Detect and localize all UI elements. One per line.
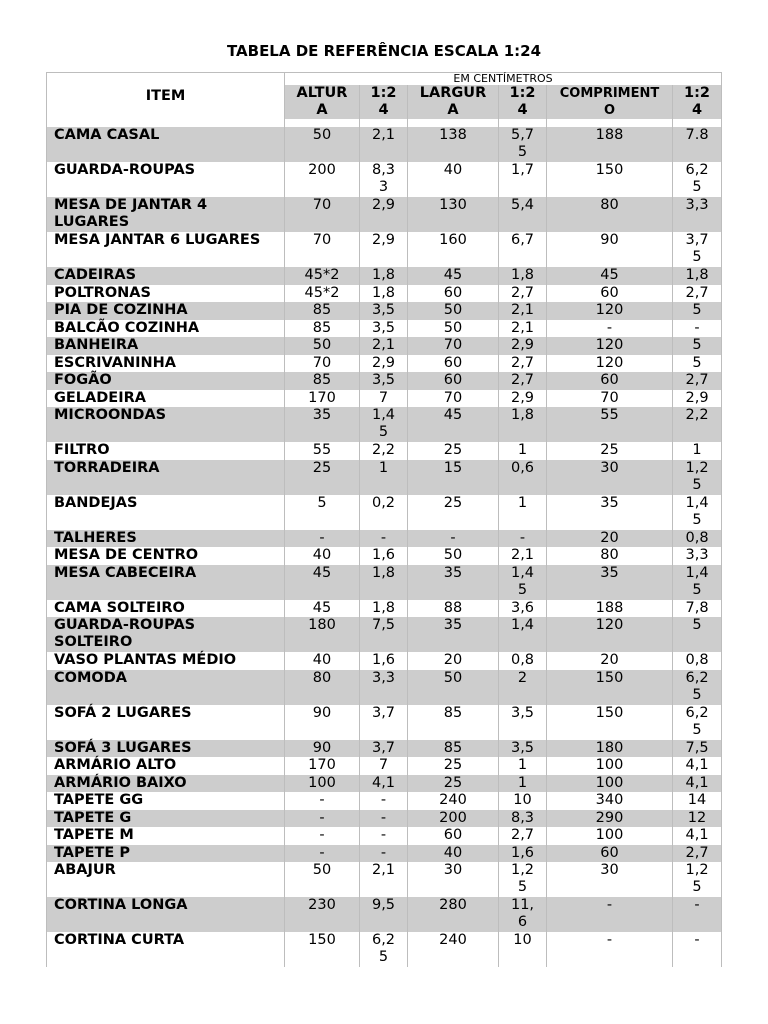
comprimento-scale-cell: 7.8 [673,127,722,162]
largura-scale-cell: 0,8 [499,652,547,670]
altura-scale-cell: 3,5 [360,372,408,390]
altura-scale-cell: - [360,792,408,810]
largura-cell: 240 [408,932,499,967]
table-row [47,827,722,845]
comprimento-cell: 60 [547,845,673,863]
item-cell: TAPETE P [47,845,285,863]
item-cell: FILTRO [47,442,285,460]
altura-cell: 45 [285,565,360,600]
altura-scale-cell: 8,3 3 [360,162,408,197]
comprimento-cell: 290 [547,810,673,828]
item-cell: CAMA SOLTEIRO [47,600,285,618]
item-cell: BANHEIRA [47,337,285,355]
table-body [47,127,722,967]
comprimento-scale-cell: 0,8 [673,652,722,670]
comprimento-scale-cell: 5 [673,617,722,652]
table-row [47,320,722,338]
largura-cell: 130 [408,197,499,232]
table-row [47,792,722,810]
item-column-header: ITEM [47,73,285,120]
table-row [47,337,722,355]
comprimento-scale-cell: 4,1 [673,757,722,775]
comprimento-cell: 100 [547,775,673,793]
altura-scale-cell: 2,2 [360,442,408,460]
altura-cell: 25 [285,460,360,495]
comprimento-cell: 35 [547,495,673,530]
comprimento-scale-cell: 7,5 [673,740,722,758]
largura-scale-cell: 10 [499,792,547,810]
largura-cell: 25 [408,775,499,793]
table-row [47,162,722,197]
largura-cell: 88 [408,600,499,618]
comprimento-scale-cell: 12 [673,810,722,828]
reference-table [46,72,722,967]
comprimento-cell: 180 [547,740,673,758]
altura-scale-cell: - [360,827,408,845]
comprimento-scale-cell: 14 [673,792,722,810]
comprimento-cell: 35 [547,565,673,600]
altura-cell: 50 [285,337,360,355]
largura-cell: 85 [408,705,499,740]
altura-cell: 90 [285,740,360,758]
item-cell: SOFÁ 3 LUGARES [47,740,285,758]
largura-cell: 40 [408,845,499,863]
altura-scale-cell: 7 [360,757,408,775]
largura-scale-cell: 1 [499,495,547,530]
table-row [47,302,722,320]
comprimento-cell: - [547,320,673,338]
altura-cell: 35 [285,407,360,442]
largura-scale-cell: 2,1 [499,302,547,320]
largura-cell: 45 [408,407,499,442]
altura-scale-cell: - [360,845,408,863]
item-cell: TALHERES [47,530,285,548]
altura-cell: 230 [285,897,360,932]
scale-header-comprimento: 1:2 4 [673,85,722,119]
item-cell: GUARDA-ROUPAS [47,162,285,197]
comprimento-scale-cell: 2,7 [673,285,722,303]
altura-scale-cell: 1,6 [360,547,408,565]
largura-scale-cell: 1,8 [499,267,547,285]
largura-cell: 45 [408,267,499,285]
largura-cell: 30 [408,862,499,897]
largura-scale-cell: 3,5 [499,705,547,740]
comprimento-cell: 70 [547,390,673,408]
largura-scale-cell: 1,6 [499,845,547,863]
table-row [47,495,722,530]
largura-cell: 60 [408,827,499,845]
table-row [47,442,722,460]
table-row [47,547,722,565]
comprimento-cell: 150 [547,670,673,705]
comprimento-scale-cell: 3,7 5 [673,232,722,267]
largura-scale-cell: 2,7 [499,285,547,303]
altura-scale-cell: 1,4 5 [360,407,408,442]
largura-scale-cell: 1 [499,757,547,775]
comprimento-cell: 150 [547,705,673,740]
comprimento-cell: 150 [547,162,673,197]
altura-cell: 45 [285,600,360,618]
table-row [47,267,722,285]
largura-scale-cell: 2,9 [499,337,547,355]
comprimento-cell: 60 [547,285,673,303]
altura-cell: 70 [285,355,360,373]
comprimento-scale-cell: 3,3 [673,197,722,232]
comprimento-scale-cell: - [673,897,722,932]
largura-scale-cell: 1,4 [499,617,547,652]
largura-cell: 70 [408,390,499,408]
altura-scale-cell: 6,2 5 [360,932,408,967]
comprimento-cell: 188 [547,127,673,162]
comprimento-cell: 80 [547,197,673,232]
altura-cell: - [285,530,360,548]
item-cell: SOFÁ 2 LUGARES [47,705,285,740]
comprimento-cell: 20 [547,652,673,670]
altura-cell: 200 [285,162,360,197]
altura-cell: 85 [285,372,360,390]
table-row [47,705,722,740]
altura-cell: 45*2 [285,267,360,285]
table-row [47,652,722,670]
largura-scale-cell: 1,4 5 [499,565,547,600]
largura-cell: 240 [408,792,499,810]
comprimento-scale-cell: 4,1 [673,827,722,845]
item-cell: MESA DE CENTRO [47,547,285,565]
largura-scale-cell: 2,7 [499,827,547,845]
altura-scale-cell: 1,6 [360,652,408,670]
largura-scale-cell: 2,7 [499,355,547,373]
largura-cell: 70 [408,337,499,355]
comprimento-cell: 340 [547,792,673,810]
altura-cell: 150 [285,932,360,967]
largura-scale-cell: 6,7 [499,232,547,267]
comprimento-header: COMPRIMENT O [547,85,673,119]
item-cell: CAMA CASAL [47,127,285,162]
altura-cell: 170 [285,757,360,775]
scale-header-altura: 1:2 4 [360,85,408,119]
largura-cell: 25 [408,757,499,775]
altura-scale-cell: 3,3 [360,670,408,705]
altura-cell: 170 [285,390,360,408]
table-row [47,460,722,495]
comprimento-scale-cell: 5 [673,302,722,320]
largura-cell: 60 [408,285,499,303]
largura-cell: 40 [408,162,499,197]
altura-scale-cell: 2,9 [360,197,408,232]
altura-scale-cell: 3,5 [360,320,408,338]
largura-cell: 50 [408,302,499,320]
altura-scale-cell: 2,1 [360,337,408,355]
comprimento-cell: 55 [547,407,673,442]
largura-cell: 60 [408,372,499,390]
comprimento-scale-cell: 2,9 [673,390,722,408]
altura-cell: 50 [285,862,360,897]
table-row [47,617,722,652]
comprimento-scale-cell: 1,2 5 [673,862,722,897]
item-cell: TAPETE GG [47,792,285,810]
comprimento-cell: 100 [547,827,673,845]
largura-scale-cell: 1 [499,442,547,460]
altura-scale-cell: 3,7 [360,705,408,740]
item-cell: ESCRIVANINHA [47,355,285,373]
table-row [47,757,722,775]
largura-cell: 35 [408,617,499,652]
comprimento-scale-cell: 6,2 5 [673,162,722,197]
item-cell: MESA JANTAR 6 LUGARES [47,232,285,267]
altura-cell: 45*2 [285,285,360,303]
comprimento-cell: 20 [547,530,673,548]
item-cell: POLTRONAS [47,285,285,303]
comprimento-cell: - [547,897,673,932]
comprimento-scale-cell: 5 [673,355,722,373]
altura-scale-cell: 7,5 [360,617,408,652]
largura-cell: 200 [408,810,499,828]
altura-scale-cell: - [360,530,408,548]
table-row [47,932,722,967]
comprimento-scale-cell: 6,2 5 [673,670,722,705]
largura-scale-cell: 2,1 [499,320,547,338]
largura-scale-cell: 3,5 [499,740,547,758]
largura-cell: 50 [408,320,499,338]
table-row [47,775,722,793]
item-cell: BANDEJAS [47,495,285,530]
comprimento-cell: 45 [547,267,673,285]
altura-scale-cell: 1,8 [360,285,408,303]
altura-scale-cell: 0,2 [360,495,408,530]
comprimento-cell: 120 [547,302,673,320]
altura-scale-cell: 2,1 [360,862,408,897]
table-row [47,897,722,932]
comprimento-cell: 30 [547,862,673,897]
item-cell: BALCÃO COZINHA [47,320,285,338]
table-row [47,197,722,232]
item-cell: ARMÁRIO ALTO [47,757,285,775]
largura-scale-cell: 1,8 [499,407,547,442]
comprimento-scale-cell: 1 [673,442,722,460]
comprimento-scale-cell: 0,8 [673,530,722,548]
altura-scale-cell: 2,1 [360,127,408,162]
item-cell: GUARDA-ROUPAS SOLTEIRO [47,617,285,652]
altura-cell: 70 [285,197,360,232]
altura-scale-cell: 4,1 [360,775,408,793]
table-row [47,845,722,863]
table-row [47,810,722,828]
altura-scale-cell: 3,5 [360,302,408,320]
largura-scale-cell: 2,7 [499,372,547,390]
comprimento-scale-cell: 6,2 5 [673,705,722,740]
table-row [47,600,722,618]
page-title: TABELA DE REFERÊNCIA ESCALA 1:24 [226,42,542,60]
table-row [47,285,722,303]
altura-cell: - [285,792,360,810]
altura-scale-cell: 3,7 [360,740,408,758]
largura-scale-cell: 1 [499,775,547,793]
altura-cell: 5 [285,495,360,530]
comprimento-scale-cell: - [673,932,722,967]
largura-scale-cell: 3,6 [499,600,547,618]
largura-cell: 20 [408,652,499,670]
comprimento-cell: 90 [547,232,673,267]
units-header: EM CENTÍMETROS [285,73,722,86]
item-cell: MESA DE JANTAR 4 LUGARES [47,197,285,232]
comprimento-cell: 100 [547,757,673,775]
largura-scale-cell: 8,3 [499,810,547,828]
largura-cell: 50 [408,547,499,565]
largura-scale-cell: 1,2 5 [499,862,547,897]
table-row [47,740,722,758]
largura-scale-cell: 11, 6 [499,897,547,932]
table-row [47,232,722,267]
item-cell: FOGÃO [47,372,285,390]
item-cell: MESA CABECEIRA [47,565,285,600]
largura-header: LARGUR A [408,85,499,119]
altura-cell: 55 [285,442,360,460]
item-cell: ARMÁRIO BAIXO [47,775,285,793]
comprimento-cell: - [547,932,673,967]
largura-cell: 160 [408,232,499,267]
comprimento-scale-cell: 7,8 [673,600,722,618]
table-row [47,565,722,600]
item-cell: CORTINA LONGA [47,897,285,932]
item-cell: GELADEIRA [47,390,285,408]
comprimento-scale-cell: 2,7 [673,845,722,863]
largura-cell: 280 [408,897,499,932]
largura-scale-cell: 5,7 5 [499,127,547,162]
table-row [47,355,722,373]
comprimento-cell: 120 [547,337,673,355]
item-cell: VASO PLANTAS MÉDIO [47,652,285,670]
largura-scale-cell: - [499,530,547,548]
altura-scale-cell: 1,8 [360,600,408,618]
comprimento-scale-cell: 1,8 [673,267,722,285]
largura-cell: 25 [408,495,499,530]
item-cell: TAPETE G [47,810,285,828]
comprimento-scale-cell: 1,4 5 [673,495,722,530]
table-row [47,670,722,705]
scale-header-largura: 1:2 4 [499,85,547,119]
table-row [47,407,722,442]
altura-cell: 40 [285,547,360,565]
altura-header: ALTUR A [285,85,360,119]
largura-scale-cell: 2,9 [499,390,547,408]
comprimento-scale-cell: 3,3 [673,547,722,565]
comprimento-scale-cell: - [673,320,722,338]
altura-scale-cell: - [360,810,408,828]
altura-cell: 85 [285,320,360,338]
item-cell: COMODA [47,670,285,705]
comprimento-cell: 188 [547,600,673,618]
altura-scale-cell: 9,5 [360,897,408,932]
altura-cell: 180 [285,617,360,652]
altura-cell: 100 [285,775,360,793]
comprimento-cell: 80 [547,547,673,565]
altura-cell: 70 [285,232,360,267]
largura-cell: - [408,530,499,548]
comprimento-cell: 120 [547,617,673,652]
comprimento-cell: 60 [547,372,673,390]
table-row [47,862,722,897]
comprimento-scale-cell: 2,7 [673,372,722,390]
comprimento-scale-cell: 4,1 [673,775,722,793]
altura-cell: 80 [285,670,360,705]
item-cell: CADEIRAS [47,267,285,285]
item-cell: ABAJUR [47,862,285,897]
altura-cell: 50 [285,127,360,162]
comprimento-cell: 30 [547,460,673,495]
largura-scale-cell: 0,6 [499,460,547,495]
largura-cell: 15 [408,460,499,495]
altura-cell: 85 [285,302,360,320]
largura-cell: 85 [408,740,499,758]
altura-scale-cell: 2,9 [360,355,408,373]
altura-cell: - [285,810,360,828]
item-cell: TORRADEIRA [47,460,285,495]
table-row [47,127,722,162]
header-spacer [47,119,722,127]
altura-scale-cell: 7 [360,390,408,408]
table-row [47,530,722,548]
comprimento-scale-cell: 1,2 5 [673,460,722,495]
item-cell: CORTINA CURTA [47,932,285,967]
item-cell: PIA DE COZINHA [47,302,285,320]
comprimento-scale-cell: 5 [673,337,722,355]
largura-cell: 50 [408,670,499,705]
altura-scale-cell: 2,9 [360,232,408,267]
comprimento-cell: 120 [547,355,673,373]
item-cell: TAPETE M [47,827,285,845]
table-row [47,390,722,408]
largura-scale-cell: 2 [499,670,547,705]
largura-scale-cell: 2,1 [499,547,547,565]
altura-cell: 40 [285,652,360,670]
largura-scale-cell: 10 [499,932,547,967]
largura-cell: 60 [408,355,499,373]
largura-cell: 138 [408,127,499,162]
altura-cell: - [285,845,360,863]
largura-cell: 25 [408,442,499,460]
table-row [47,372,722,390]
altura-cell: - [285,827,360,845]
altura-cell: 90 [285,705,360,740]
largura-scale-cell: 5,4 [499,197,547,232]
altura-scale-cell: 1,8 [360,267,408,285]
largura-scale-cell: 1,7 [499,162,547,197]
item-cell: MICROONDAS [47,407,285,442]
largura-cell: 35 [408,565,499,600]
comprimento-cell: 25 [547,442,673,460]
comprimento-scale-cell: 2,2 [673,407,722,442]
altura-scale-cell: 1,8 [360,565,408,600]
comprimento-scale-cell: 1,4 5 [673,565,722,600]
altura-scale-cell: 1 [360,460,408,495]
